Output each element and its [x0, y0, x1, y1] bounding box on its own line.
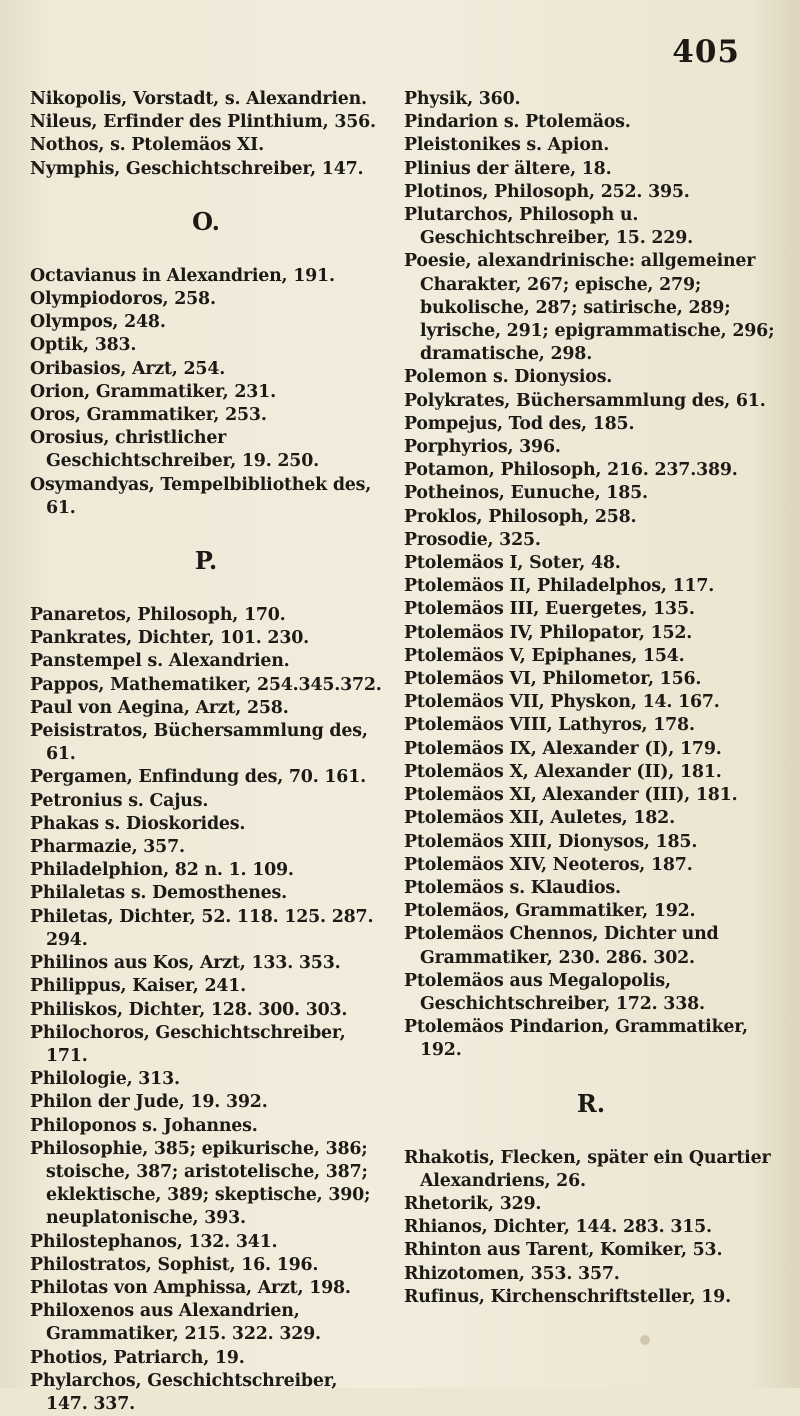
index-entry: Oros, Grammatiker, 253. — [30, 405, 267, 426]
index-entry: Plotinos, Philosoph, 252. 395. — [404, 181, 690, 202]
index-entry: Physik, 360. — [404, 89, 521, 109]
index-entry: Philetas, Dichter, 52. 118. 125. 287. 294. — [30, 906, 374, 950]
index-entry: Ptolemäos Pindarion, Grammatiker, 192. — [404, 1017, 748, 1061]
index-entry: Rhetorik, 329. — [404, 1193, 542, 1214]
index-entry: Ptolemäos VII, Physkon, 14. 167. — [404, 692, 720, 713]
index-entry: Philadelphion, 82 n. 1. 109. — [30, 860, 294, 881]
index-entry: Philaletas s. Demosthenes. — [30, 883, 287, 904]
index-entry: Ptolemäos IX, Alexander (I), 179. — [404, 738, 722, 759]
index-entry: Osymandyas, Tempelbibliothek des, 61. — [30, 474, 372, 518]
ink-spot — [640, 1335, 650, 1345]
index-entry: Philoxenos aus Alexandrien, Grammatiker, 215. 322. 329. — [30, 1301, 321, 1345]
index-entry: Rhinton aus Tarent, Komiker, 53. — [404, 1240, 723, 1261]
index-entry: Pappos, Mathematiker, 254.345.372. — [30, 674, 382, 695]
index-entry: Phakas s. Dioskorides. — [30, 813, 246, 834]
index-entry: Pharmazie, 357. — [30, 837, 185, 858]
index-entry: Ptolemäos XIV, Neoteros, 187. — [404, 854, 693, 875]
index-entry: Ptolemäos V, Epiphanes, 154. — [404, 645, 685, 666]
index-entry: Paul von Aegina, Arzt, 258. — [30, 697, 289, 718]
index-entry: Rufinus, Kirchenschriftsteller, 19. — [404, 1286, 731, 1307]
index-entry: Rhianos, Dichter, 144. 283. 315. — [404, 1217, 712, 1238]
index-entry: Proklos, Philosoph, 258. — [404, 506, 637, 527]
section-header-o: O. — [192, 206, 220, 236]
index-entry: Pergamen, Enfindung des, 70. 161. — [30, 767, 366, 788]
index-entry: Potheinos, Eunuche, 185. — [404, 483, 648, 504]
index-entry: Philinos aus Kos, Arzt, 133. 353. — [30, 953, 341, 974]
entries-p — [30, 604, 382, 1416]
section-header-p: P. — [194, 546, 218, 576]
entries-p-continued — [404, 88, 778, 1063]
index-entry: Ptolemäos XI, Alexander (III), 181. — [404, 785, 738, 806]
index-entry: Poesie, alexandrinische: allgemeiner Charakter, 267; epische, 279; bukolische, 287; satirische, 289; lyrische, 291; epigrammatische, 296; dramatische, 298. — [404, 251, 775, 365]
index-entry: Nileus, Erfinder des Plinthium, 356. — [30, 112, 376, 133]
index-entry: Ptolemäos XIII, Dionysos, 185. — [404, 831, 698, 852]
index-entry: Pompejus, Tod des, 185. — [404, 413, 635, 434]
index-entry: Photios, Patriarch, 19. — [30, 1347, 245, 1368]
index-entry: Petronius s. Cajus. — [30, 790, 209, 811]
index-entry: Nymphis, Geschichtschreiber, 147. — [30, 158, 364, 179]
index-entry: Ptolemäos I, Soter, 48. — [404, 553, 621, 574]
index-entry: Pleistonikes s. Apion. — [404, 135, 610, 156]
index-entry: Rhakotis, Flecken, später ein Quartier Alexandriens, 26. — [404, 1147, 771, 1191]
index-entry: Nikopolis, Vorstadt, s. Alexandrien. — [30, 89, 367, 109]
index-entry: Oribasios, Arzt, 254. — [30, 358, 226, 379]
index-entry: Philippus, Kaiser, 241. — [30, 976, 247, 997]
index-entry: Ptolemäos aus Megalopolis, Geschichtschreiber, 172. 338. — [404, 970, 705, 1014]
page-number: 405 — [672, 34, 740, 70]
index-entry: Philochoros, Geschichtschreiber, 171. — [30, 1022, 346, 1066]
index-entry: Ptolemäos III, Euergetes, 135. — [404, 599, 695, 620]
index-entry: Optik, 383. — [30, 335, 137, 356]
index-entry: Orion, Grammatiker, 231. — [30, 381, 276, 402]
index-entry: Ptolemäos XII, Auletes, 182. — [404, 808, 675, 829]
index-entry: Philiskos, Dichter, 128. 300. 303. — [30, 999, 348, 1020]
index-entry: Pindarion s. Ptolemäos. — [404, 112, 631, 133]
index-entry: Olympiodoros, 258. — [30, 289, 216, 310]
index-entry: Phylarchos, Geschichtschreiber, 147. 337. — [30, 1370, 338, 1414]
index-entry: Ptolemäos X, Alexander (II), 181. — [404, 761, 722, 782]
index-entry: Philosophie, 385; epikurische, 386; stoische, 387; aristotelische, 387; eklektische, 389; skeptische, 390; neuplatonische, 393. — [30, 1138, 371, 1229]
section-header-r: R. — [576, 1088, 606, 1118]
index-entry: Plinius der ältere, 18. — [404, 158, 612, 179]
entries-o — [30, 265, 382, 520]
index-entry: Orosius, christlicher Geschichtschreiber, 19. 250. — [30, 428, 319, 472]
index-entry: Prosodie, 325. — [404, 529, 541, 550]
index-entry: Rhizotomen, 353. 357. — [404, 1263, 620, 1284]
index-entry: Ptolemäos IV, Philopator, 152. — [404, 622, 693, 643]
index-entry: Philotas von Amphissa, Arzt, 198. — [30, 1277, 351, 1298]
index-entry: Nothos, s. Ptolemäos XI. — [30, 135, 264, 156]
index-entry: Philostratos, Sophist, 16. 196. — [30, 1254, 319, 1275]
index-entry: Philostephanos, 132. 341. — [30, 1231, 278, 1252]
index-entry: Ptolemäos VI, Philometor, 156. — [404, 669, 702, 690]
index-entry: Ptolemäos II, Philadelphos, 117. — [404, 576, 715, 597]
index-entry: Octavianus in Alexandrien, 191. — [30, 265, 335, 286]
index-entry: Philoponos s. Johannes. — [30, 1115, 258, 1136]
index-entry: Peisistratos, Büchersammlung des, 61. — [30, 721, 368, 765]
index-entry: Polykrates, Büchersammlung des, 61. — [404, 390, 766, 411]
index-entry: Ptolemäos, Grammatiker, 192. — [404, 901, 696, 922]
index-entry: Ptolemäos VIII, Lathyros, 178. — [404, 715, 695, 736]
right-column — [404, 88, 778, 1309]
index-entry: Ptolemäos Chennos, Dichter und Grammatiker, 230. 286. 302. — [404, 924, 719, 968]
left-column — [30, 88, 382, 1416]
index-entry: Panstempel s. Alexandrien. — [30, 651, 290, 672]
index-entry: Ptolemäos s. Klaudios. — [404, 877, 621, 898]
entries-n — [30, 88, 382, 181]
index-entry: Philon der Jude, 19. 392. — [30, 1092, 268, 1113]
entries-r — [404, 1147, 778, 1309]
index-entry: Pankrates, Dichter, 101. 230. — [30, 628, 309, 649]
index-entry: Olympos, 248. — [30, 312, 166, 333]
index-entry: Potamon, Philosoph, 216. 237.389. — [404, 460, 738, 481]
index-entry: Panaretos, Philosoph, 170. — [30, 605, 286, 626]
index-entry: Philologie, 313. — [30, 1069, 180, 1090]
index-entry: Plutarchos, Philosoph u. Geschichtschreiber, 15. 229. — [404, 205, 693, 249]
index-entry: Polemon s. Dionysios. — [404, 367, 613, 388]
index-entry: Porphyrios, 396. — [404, 437, 561, 458]
